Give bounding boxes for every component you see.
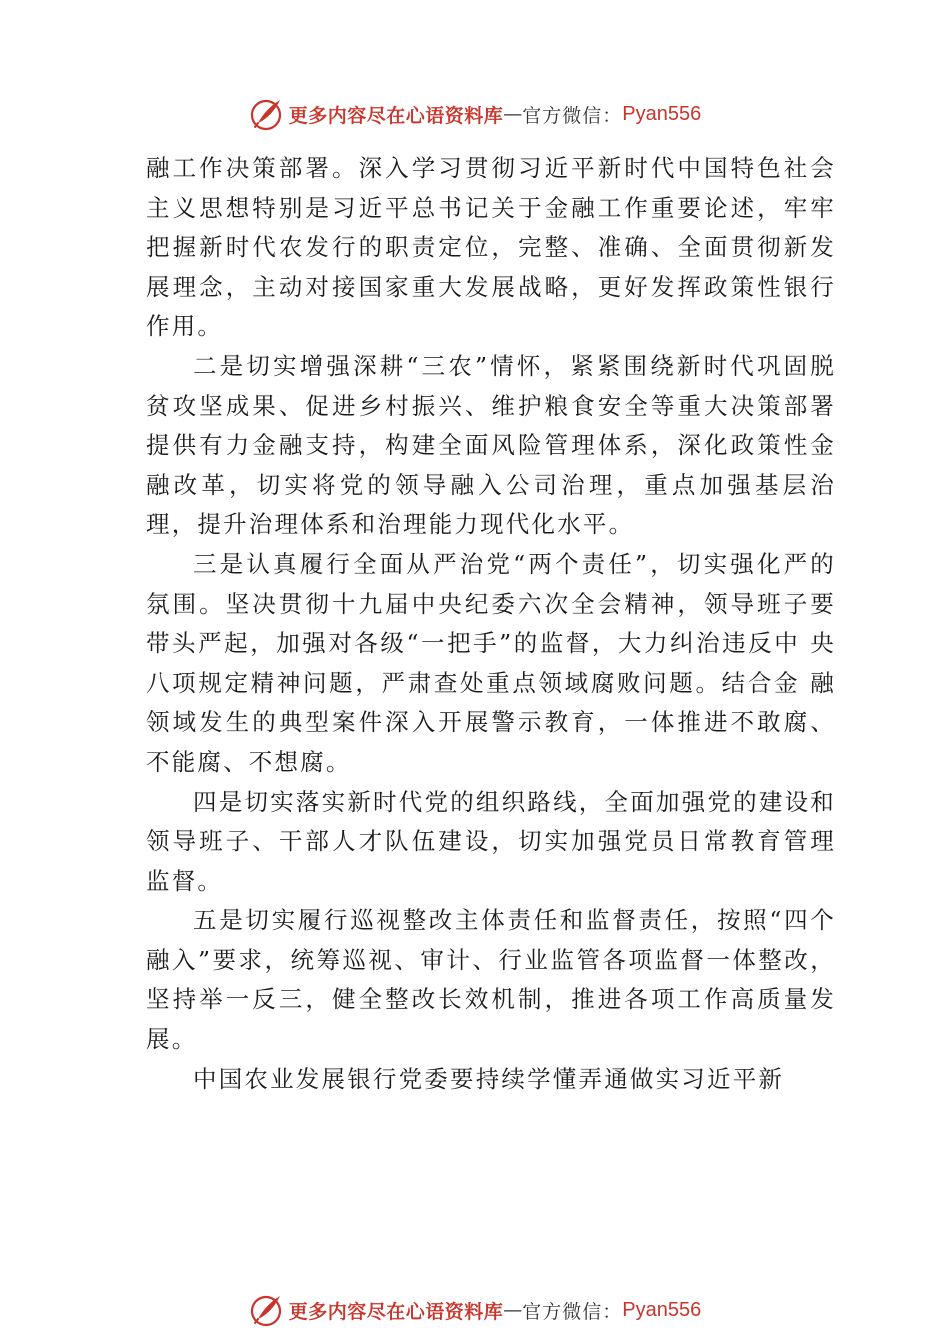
- watermark-separator: —: [503, 103, 523, 125]
- watermark-handle: Pyan556: [622, 1298, 702, 1321]
- watermark-separator: —: [503, 1299, 523, 1321]
- watermark-title: 更多内容尽在心语资料库: [288, 104, 504, 127]
- watermark-handle: Pyan556: [622, 102, 702, 125]
- watermark-label: 官方微信：: [522, 104, 623, 127]
- watermark-title: 更多内容尽在心语资料库: [288, 1300, 504, 1323]
- header-watermark: [0, 94, 950, 134]
- paragraph-point-four: 四是切实落实新时代党的组织路线，全面加强党的建设和领导班子、干部人才队伍建设，切实加强党员日常教育管理监督。: [146, 787, 836, 895]
- paragraph-continuation: 融工作决策部署。深入学习贯彻习近平新时代中国特色社会主义思想特别是习近平总书记关于金融工作重要论述，牢牢把握新时代农发行的职责定位，完整、准确、全面贯彻新发展理念，主动对接国家重大发展战略，更好发挥政策性银行作用。: [146, 154, 836, 341]
- footer-watermark: [0, 1290, 950, 1330]
- paragraph-point-two: 二是切实增强深耕“三农”情怀，紧紧围绕新时代巩固脱贫攻坚成果、促进乡村振兴、维护粮食安全等重大决策部署提供有力金融支持，构建全面风险管理体系，深化政策性金融改革，切实将党的领导融入公司治理，重点加强基层治理，提升治理体系和治理能力现代化水平。: [146, 351, 836, 539]
- paragraph-closing: 中国农业发展银行党委要持续学懂弄通做实习近平新: [193, 1064, 785, 1093]
- quill-logo-icon: [249, 96, 285, 132]
- document-body: [146, 149, 836, 1099]
- paragraph-point-five: 五是切实履行巡视整改主体责任和监督责任，按照“四个融入”要求，统筹巡视、审计、行业监管各项监督一体整改，坚持举一反三，健全整改长效机制，推进各项工作高质量发展。: [146, 906, 836, 1054]
- quill-logo-icon: [249, 1292, 285, 1328]
- paragraph-point-three: 三是认真履行全面从严治党“两个责任”，切实强化严的 氛围。坚决贯彻十九届中央纪委六次全会精神，领导班子要 带头严起，加强对各级“一把手”的监督，大力纠治违反中 央八项规定精神问题，严肃查处重点领域腐败问题。结合金 融领域发生的典型案件深入开展警示教育，一体推进不敢腐、不能腐、不想腐。: [146, 549, 836, 776]
- watermark-label: 官方微信：: [522, 1300, 623, 1323]
